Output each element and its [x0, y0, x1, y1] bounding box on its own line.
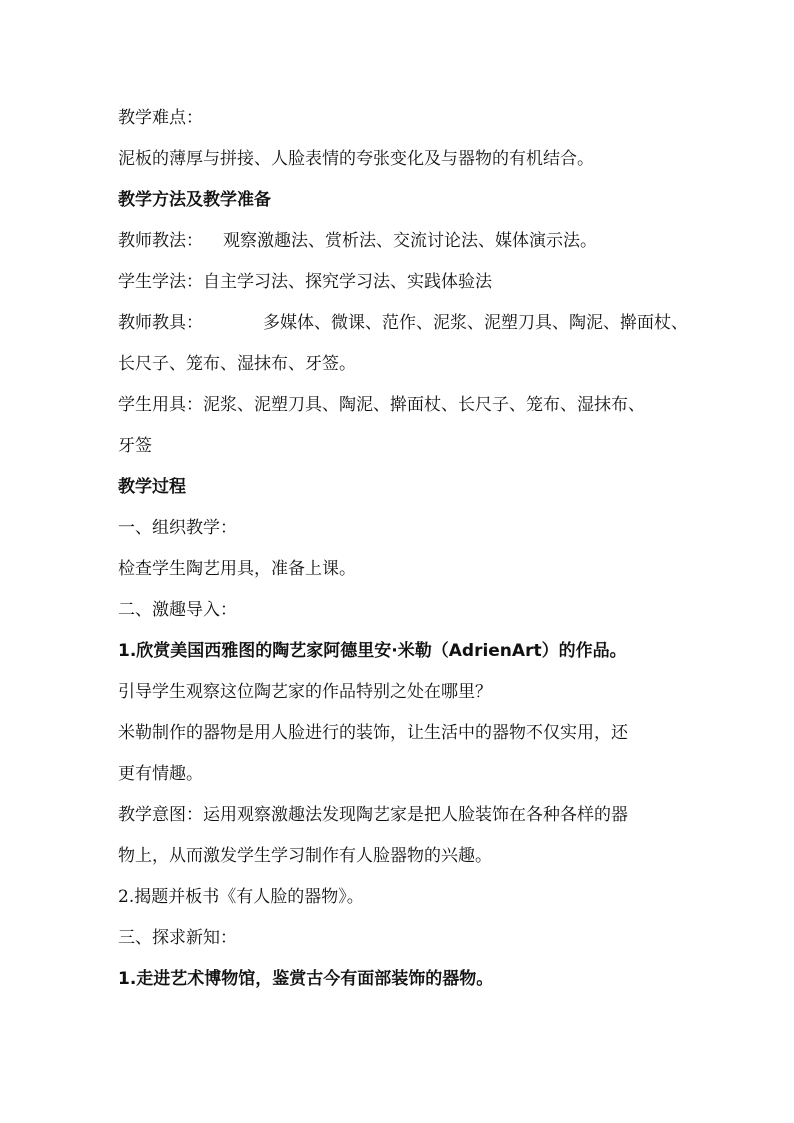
- teaching-intent: 教学意图：运用观察激趣法发现陶艺家是把人脸装饰在各种各样的器: [118, 805, 628, 825]
- teacher-methods-value: 观察激趣法、赏析法、交流讨论法、媒体演示法。: [223, 231, 597, 251]
- teacher-tools-value: 多媒体、微课、范作、泥浆、泥塑刀具、陶泥、擀面杖、: [263, 313, 688, 333]
- appreciate-artist-work: 1.欣赏美国西雅图的陶艺家阿德里安·米勒（AdrienArt）的作品。: [118, 641, 627, 661]
- guide-observation: 引导学生观察这位陶艺家的作品特别之处在哪里？: [118, 682, 492, 702]
- teaching-intent-continued: 物上，从而激发学生学习制作有人脸器物的兴趣。: [118, 846, 492, 866]
- miller-description-continued: 更有情趣。: [118, 764, 203, 784]
- difficulties-text: 泥板的薄厚与拼接、人脸表情的夸张变化及与器物的有机结合。: [118, 149, 594, 169]
- teacher-tools-continued: 长尺子、笼布、湿抹布、牙签。: [118, 354, 356, 374]
- document-body: [118, 104, 688, 1006]
- student-tools-continued: 牙签: [118, 436, 152, 456]
- teacher-tools-label: 教师教具：: [118, 313, 203, 333]
- heading-methods-preparation: 教学方法及教学准备: [118, 190, 271, 210]
- section-interest-introduction: 二、激趣导入：: [118, 600, 237, 620]
- student-methods: 学生学法：自主学习法、探究学习法、实践体验法: [118, 272, 492, 292]
- heading-teaching-process: 教学过程: [118, 477, 186, 497]
- miller-description: 米勒制作的器物是用人脸进行的装饰，让生活中的器物不仅实用，还: [118, 723, 628, 743]
- student-tools: 学生用具：泥浆、泥塑刀具、陶泥、擀面杖、长尺子、笼布、湿抹布、: [118, 395, 645, 415]
- teacher-methods: [118, 227, 688, 255]
- visit-art-museum: 1.走进艺术博物馆，鉴赏古今有面部装饰的器物。: [118, 969, 494, 989]
- teacher-tools: [118, 309, 688, 337]
- heading-teaching-difficulties: 教学难点：: [118, 108, 203, 128]
- organize-teaching-text: 检查学生陶艺用具，准备上课。: [118, 559, 356, 579]
- reveal-topic: 2.揭题并板书《有人脸的器物》。: [118, 887, 364, 907]
- section-explore-new-knowledge: 三、探求新知：: [118, 928, 237, 948]
- teacher-methods-label: 教师教法：: [118, 231, 203, 251]
- section-organize-teaching: 一、组织教学：: [118, 518, 237, 538]
